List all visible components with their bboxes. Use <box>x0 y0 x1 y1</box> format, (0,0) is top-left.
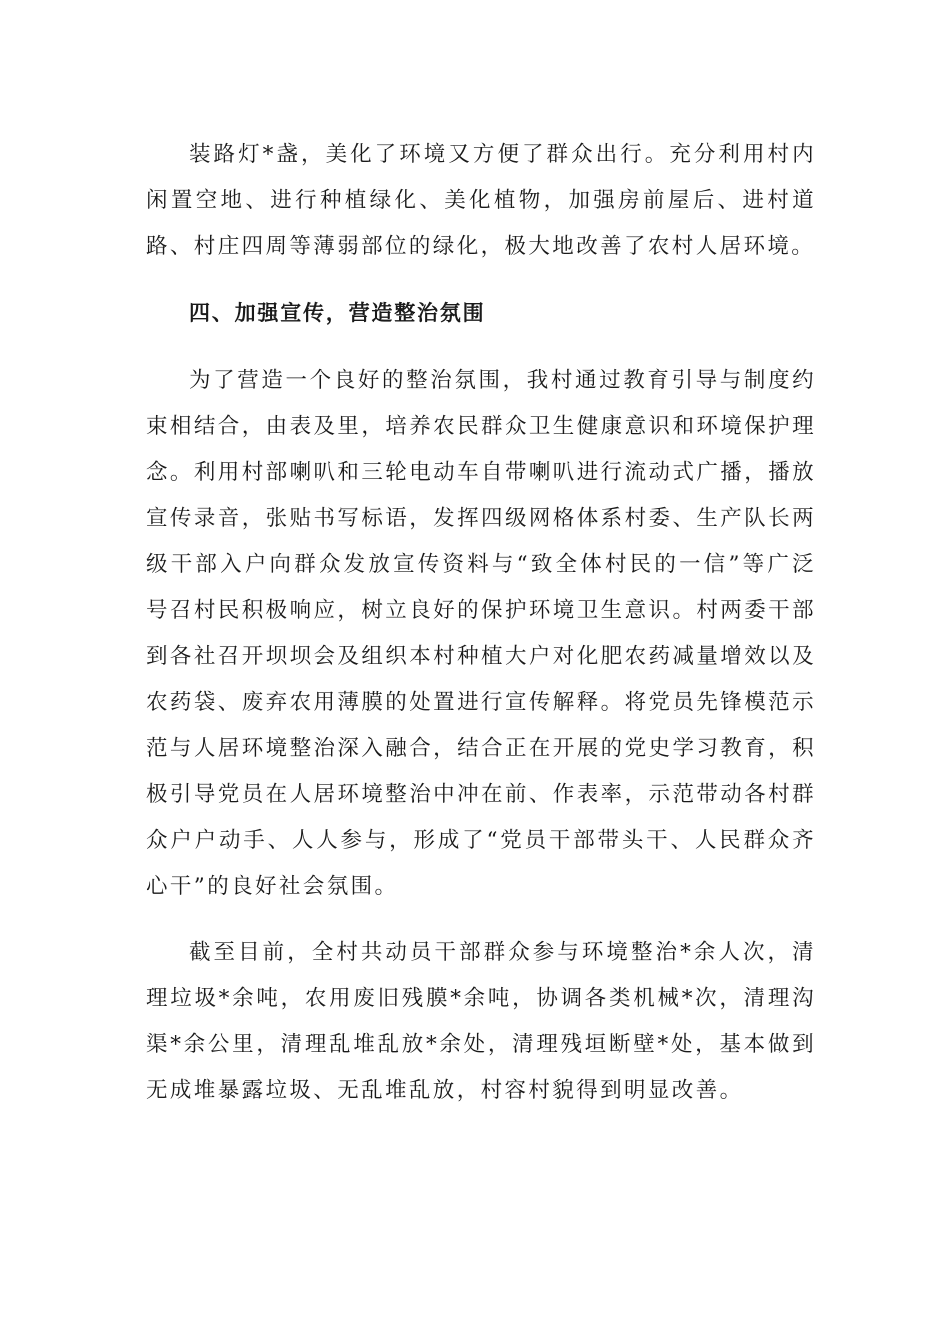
paragraph-greening: 装路灯*盏，美化了环境又方便了群众出行。充分利用村内闲置空地、进行种植绿化、美化植物，加强房前屋后、进村道路、村庄四周等薄弱部位的绿化，极大地改善了农村人居环境。 <box>146 142 816 259</box>
document-body <box>146 132 816 1114</box>
section-heading-publicity: 四、加强宣传，营造整治氛围 <box>189 301 486 325</box>
paragraph-results: 截至目前，全村共动员干部群众参与环境整治*余人次，清理垃圾*余吨，农用废旧残膜*余吨，协调各类机械*次，清理沟渠*余公里，清理乱堆乱放*余处，清理残垣断壁*处，基本做到无成堆暴露垃圾、无乱堆乱放，村容村貌得到明显改善。 <box>146 940 816 1103</box>
paragraph-publicity: 为了营造一个良好的整治氛围，我村通过教育引导与制度约束相结合，由表及里，培养农民群众卫生健康意识和环境保护理念。利用村部喇叭和三轮电动车自带喇叭进行流动式广播，播放宣传录音，张贴书写标语，发挥四级网格体系村委、生产队长两级干部入户向群众发放宣传资料与“致全体村民的一信”等广泛号召村民积极响应，树立良好的保护环境卫生意识。村两委干部到各社召开坝坝会及组织本村种植大户对化肥农药减量增效以及农药袋、废弃农用薄膜的处置进行宣传解释。将党员先锋模范示范与人居环境整治深入融合，结合正在开展的党史学习教育，积极引导党员在人居环境整治中冲在前、作表率，示范带动各村群众户户动手、人人参与，形成了“党员干部带头干、人民群众齐心干”的良好社会氛围。 <box>146 368 816 899</box>
